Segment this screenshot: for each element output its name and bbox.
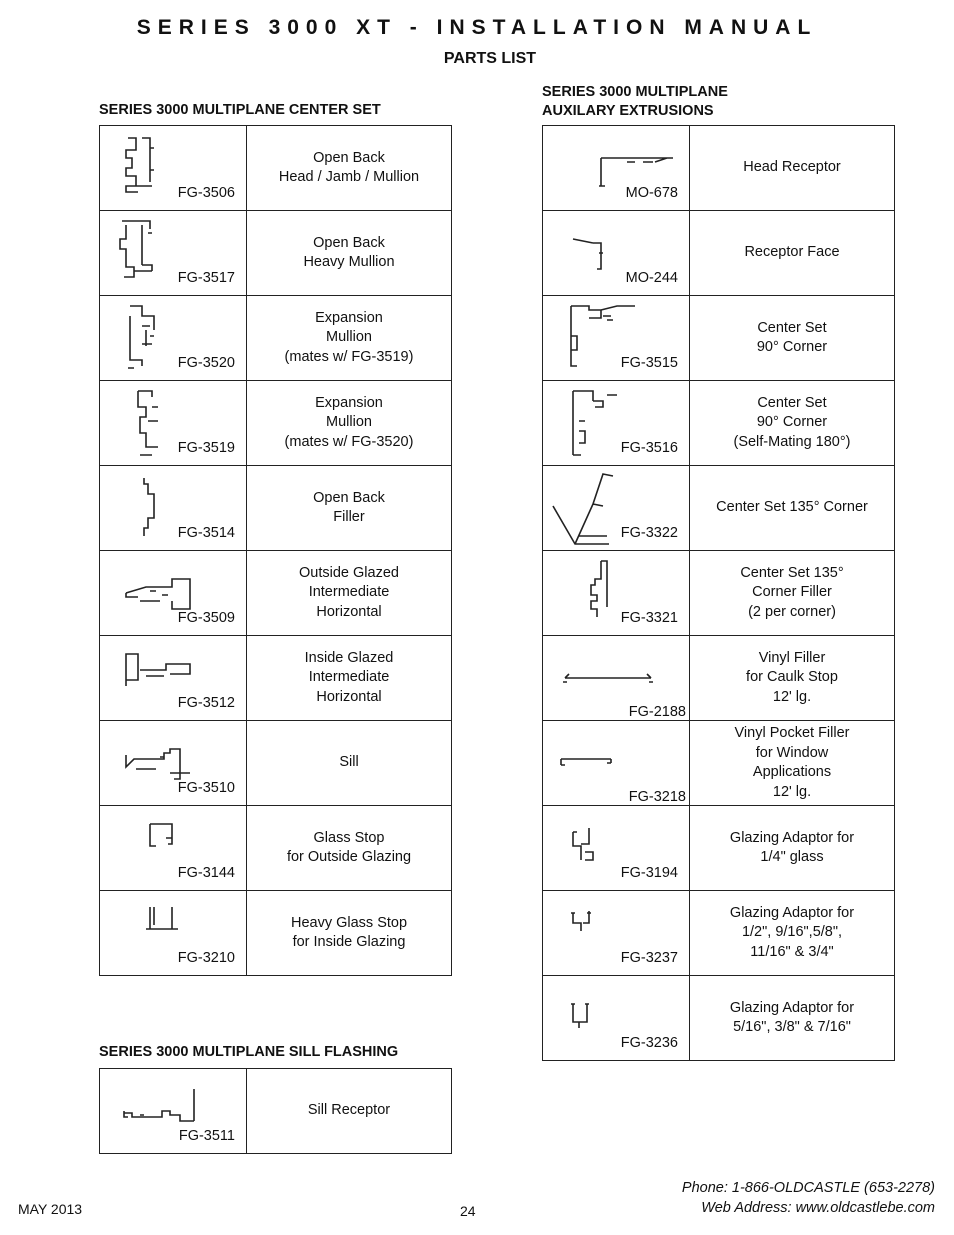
table-row <box>543 296 895 381</box>
part-image-cell <box>543 466 690 551</box>
footer-page-number: 24 <box>460 1203 476 1219</box>
part-description <box>690 636 895 721</box>
table-row <box>100 551 452 636</box>
part-image-cell <box>543 891 690 976</box>
description-line: Inside Glazed <box>304 649 394 666</box>
part-description <box>247 636 452 721</box>
description-line: Sill Receptor <box>307 1102 391 1119</box>
auxiliary-table <box>542 125 895 1061</box>
sill-flashing-table <box>99 1068 452 1154</box>
description-line: Expansion <box>315 309 383 326</box>
manual-title: SERIES 3000 XT - INSTALLATION MANUAL <box>136 16 818 39</box>
description-line: Open Back <box>313 489 385 506</box>
part-number: MO-678 <box>625 185 678 201</box>
part-description <box>690 551 895 636</box>
description-line: 1/4" glass <box>760 849 824 865</box>
footer-phone: Phone: 1-866-OLDCASTLE (653-2278) <box>681 1180 935 1196</box>
page-subtitle: PARTS LIST <box>443 50 537 67</box>
description-line: Intermediate <box>308 584 390 601</box>
description-line: Head / Jamb / Mullion <box>278 169 420 185</box>
part-description <box>690 211 895 296</box>
part-image-cell <box>543 806 690 891</box>
part-number: FG-3144 <box>177 865 235 881</box>
description-line: Intermediate <box>308 669 390 686</box>
part-image-cell <box>100 126 247 211</box>
part-number: FG-3515 <box>620 355 678 371</box>
part-number: FG-3210 <box>177 950 235 966</box>
part-number: FG-3514 <box>177 525 235 541</box>
part-number: FG-2188 <box>628 704 686 720</box>
description-line: Outside Glazed <box>299 564 399 581</box>
table-row <box>543 891 895 976</box>
part-description <box>690 721 895 806</box>
part-description <box>247 806 452 891</box>
part-number: FG-3517 <box>177 270 235 286</box>
description-line: for Caulk Stop <box>746 669 838 686</box>
part-number: MO-244 <box>625 270 678 286</box>
part-description <box>690 126 895 211</box>
part-description <box>247 381 452 466</box>
part-number: FG-3506 <box>177 185 235 201</box>
table-row <box>100 296 452 381</box>
description-line: Glazing Adaptor for <box>729 999 855 1016</box>
description-line: 12' lg. <box>772 688 812 705</box>
part-description <box>690 466 895 551</box>
table-row <box>100 1069 452 1154</box>
part-number: FG-3520 <box>177 355 235 371</box>
description-line: Center Set <box>757 319 827 336</box>
part-number: FG-3516 <box>620 440 678 456</box>
table-row <box>100 211 452 296</box>
part-description <box>247 1069 452 1154</box>
description-line: Glazing Adaptor for <box>729 904 855 921</box>
table-row <box>543 636 895 721</box>
part-image-cell <box>100 381 247 466</box>
footer-web: Web Address: www.oldcastlebe.com <box>701 1199 935 1216</box>
description-line: Expansion <box>315 394 383 411</box>
part-description <box>247 891 452 976</box>
part-number: FG-3519 <box>177 440 235 456</box>
table-row <box>543 381 895 466</box>
part-image-cell <box>100 466 247 551</box>
description-line: Open Back <box>313 149 385 166</box>
description-line: for Outside Glazing <box>286 849 412 865</box>
part-description <box>247 551 452 636</box>
description-line: (Self-Mating 180°) <box>733 433 851 450</box>
description-line: Vinyl Pocket Filler <box>734 725 850 741</box>
description-line: 90° Corner <box>756 339 828 355</box>
description-line: Mullion <box>326 329 372 346</box>
description-line: Heavy Glass Stop <box>290 914 408 931</box>
part-number: FG-3237 <box>620 950 678 966</box>
table-row <box>100 636 452 721</box>
center-set-heading: SERIES 3000 MULTIPLANE CENTER SET <box>99 102 381 118</box>
description-line: 12' lg. <box>772 783 812 800</box>
part-image-cell <box>543 636 690 721</box>
description-line: Open Back <box>313 234 385 251</box>
part-number: FG-3511 <box>178 1128 235 1144</box>
description-line: (mates w/ FG-3520) <box>284 433 414 450</box>
part-number: FG-3194 <box>620 865 678 881</box>
description-line: Center Set 135° Corner <box>716 499 868 516</box>
part-number: FG-3321 <box>620 610 678 626</box>
description-line: Horizontal <box>316 603 382 620</box>
part-description <box>247 721 452 806</box>
description-line: (mates w/ FG-3519) <box>284 348 414 365</box>
table-row <box>543 466 895 551</box>
description-line: Vinyl Filler <box>758 649 826 666</box>
part-image-cell <box>543 296 690 381</box>
table-row <box>543 551 895 636</box>
part-description <box>247 296 452 381</box>
description-line: Applications <box>752 764 832 780</box>
table-row <box>543 721 895 806</box>
part-number: FG-3218 <box>628 789 686 805</box>
part-description <box>247 126 452 211</box>
table-row <box>100 126 452 211</box>
sill-flashing-heading: SERIES 3000 MULTIPLANE SILL FLASHING <box>99 1044 399 1060</box>
part-image-cell <box>100 211 247 296</box>
description-line: Heavy Mullion <box>303 254 395 270</box>
part-description <box>690 976 895 1061</box>
auxiliary-heading <box>542 83 728 121</box>
footer-date: MAY 2013 <box>18 1201 83 1217</box>
part-number: FG-3236 <box>620 1035 678 1051</box>
description-line: Center Set 135° <box>740 564 844 581</box>
part-image-cell <box>100 296 247 381</box>
part-description <box>690 891 895 976</box>
table-row <box>100 891 452 976</box>
auxiliary-heading-line1: SERIES 3000 MULTIPLANE <box>542 84 728 100</box>
part-image-cell <box>543 721 690 806</box>
description-line: Center Set <box>757 394 827 411</box>
part-image-cell <box>100 721 247 806</box>
description-line: 11/16" & 3/4" <box>750 943 834 960</box>
part-image-cell <box>100 806 247 891</box>
description-line: Glazing Adaptor for <box>729 829 855 846</box>
part-number: FG-3322 <box>620 525 678 541</box>
part-image-cell <box>543 211 690 296</box>
part-image-cell <box>100 891 247 976</box>
description-line: 1/2", 9/16",5/8", <box>741 924 843 941</box>
description-line: Horizontal <box>316 688 382 705</box>
part-image-cell <box>543 551 690 636</box>
description-line: for Window <box>755 744 829 761</box>
description-line: Head Receptor <box>743 159 841 176</box>
table-row <box>543 806 895 891</box>
footer-contact <box>682 1179 935 1218</box>
part-image-cell <box>100 1069 247 1154</box>
auxiliary-heading-line2: AUXILARY EXTRUSIONS <box>542 103 714 119</box>
description-line: Receptor Face <box>744 244 840 261</box>
part-image-cell <box>543 381 690 466</box>
center-set-table <box>99 125 452 976</box>
part-description <box>690 806 895 891</box>
description-line: 5/16", 3/8" & 7/16" <box>733 1019 851 1035</box>
description-line: Glass Stop <box>313 829 385 846</box>
description-line: Sill <box>339 754 359 771</box>
part-image-cell <box>543 126 690 211</box>
table-row <box>543 976 895 1061</box>
part-image-cell <box>100 636 247 721</box>
part-number: FG-3512 <box>177 695 235 711</box>
table-row <box>100 806 452 891</box>
part-description <box>690 296 895 381</box>
table-row <box>100 466 452 551</box>
description-line: Corner Filler <box>752 584 832 601</box>
description-line: (2 per corner) <box>748 603 836 620</box>
part-description <box>690 381 895 466</box>
part-number: FG-3510 <box>177 780 235 796</box>
description-line: 90° Corner <box>756 414 828 431</box>
table-row <box>543 211 895 296</box>
part-number: FG-3509 <box>177 610 235 626</box>
table-row <box>100 381 452 466</box>
part-description <box>247 211 452 296</box>
table-row <box>543 126 895 211</box>
part-description <box>247 466 452 551</box>
description-line: Mullion <box>326 414 372 431</box>
table-row <box>100 721 452 806</box>
description-line: Filler <box>333 509 365 525</box>
part-image-cell <box>100 551 247 636</box>
description-line: for Inside Glazing <box>292 934 406 950</box>
part-image-cell <box>543 976 690 1061</box>
